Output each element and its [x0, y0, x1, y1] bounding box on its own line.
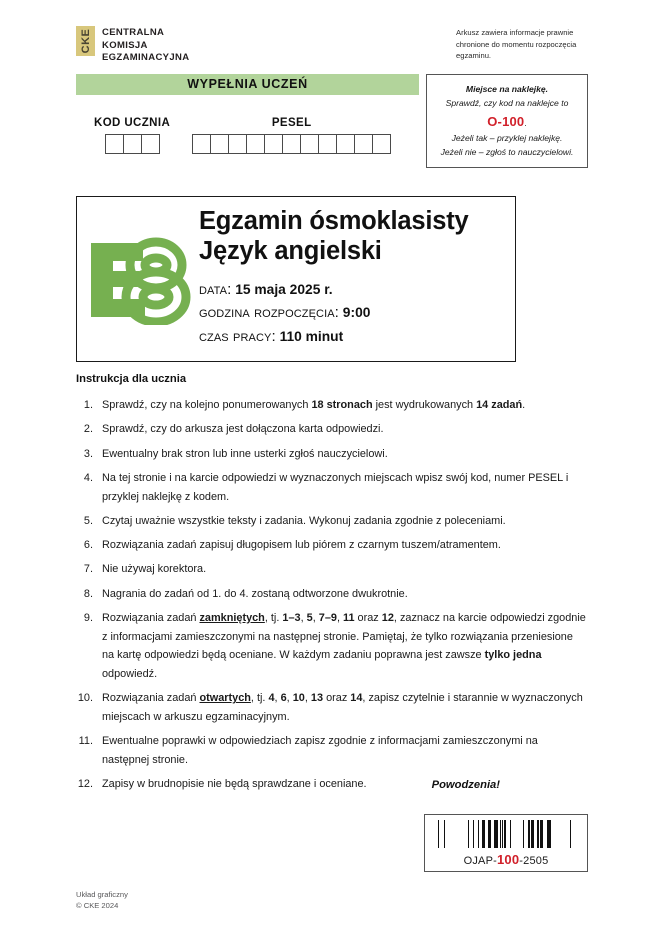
- exam-meta-duration-value: 110 minut: [279, 328, 344, 344]
- code-cell[interactable]: [336, 134, 355, 154]
- exam-title-text: [195, 207, 469, 350]
- exam-meta-list: [199, 278, 469, 349]
- instruction-text: Rozwiązania zadań otwartych, tj. 4, 6, 10, 13 oraz 14, zapisz czytelnie i starannie w wyznaczonych miejscach w arkuszu egzaminacyjnym.: [102, 692, 583, 723]
- footer: [76, 889, 128, 912]
- instruction-item: [76, 445, 588, 464]
- footer-line-1: Układ graficzny: [76, 890, 128, 899]
- sticker-code: O-100: [487, 113, 525, 129]
- code-cell[interactable]: [141, 134, 160, 154]
- cke-logo-mark-text: CKE: [79, 28, 92, 54]
- exam-meta-date-value: 15 maja 2025 r.: [235, 281, 333, 297]
- code-fields: [76, 117, 419, 154]
- instruction-number: 3.: [83, 447, 93, 460]
- barcode-box: [424, 814, 588, 872]
- instruction-number: 8.: [83, 587, 93, 600]
- sticker-line-2: Sprawdź, czy kod na naklejce to: [445, 97, 569, 108]
- code-cell[interactable]: [282, 134, 301, 154]
- instruction-text: Zapisy w brudnopisie nie będą sprawdzane i oceniane.: [102, 778, 367, 791]
- masthead: [76, 26, 588, 65]
- code-cell[interactable]: [123, 134, 142, 154]
- cke-org-name: [102, 26, 189, 65]
- fillin-banner: WYPEŁNIA UCZEŃ: [76, 74, 419, 95]
- closing-wish: Powodzenia!: [431, 779, 500, 791]
- instruction-text: Nie używaj korektora.: [102, 563, 207, 576]
- exam-meta-date-label: data:: [199, 280, 232, 298]
- cke-logo-mark-icon: [76, 26, 95, 56]
- instruction-text: Sprawdź, czy do arkusza jest dołączona karta odpowiedzi.: [102, 423, 384, 436]
- pesel-input[interactable]: [192, 134, 391, 154]
- instructions-heading: Instrukcja dla ucznia: [76, 373, 187, 385]
- instruction-item: [76, 609, 588, 684]
- barcode-prefix: OJAP-: [463, 855, 497, 867]
- code-cell[interactable]: [228, 134, 247, 154]
- pesel-label: PESEL: [271, 117, 312, 129]
- footer-line-2: © CKE 2024: [76, 901, 119, 911]
- exam-meta-start-time-label: godzina rozpoczęcia:: [199, 304, 340, 322]
- protection-note: Arkusz zawiera informacje prawnie chronione do momentu rozpoczęcia egzaminu.: [456, 28, 577, 61]
- instruction-item: [76, 536, 588, 555]
- barcode-highlight: 100: [496, 852, 520, 867]
- exam-meta-start-time: [199, 301, 469, 325]
- instruction-number: 6.: [83, 539, 93, 551]
- instruction-text: Czytaj uważnie wszystkie teksty i zadania. Wykonuj zadania zgodnie z poleceniami.: [102, 514, 506, 527]
- instruction-item: [76, 469, 588, 507]
- instruction-text: Nagrania do zadań od 1. do 4. zostaną odtworzone dwukrotnie.: [102, 587, 408, 600]
- instruction-number: 5.: [83, 514, 93, 527]
- exam-title-line-1: Egzamin ósmoklasisty: [199, 207, 469, 236]
- student-fillin-area: [76, 74, 588, 168]
- kod-ucznia-group: [94, 117, 170, 154]
- sticker-line-5: Jeżeli nie – zgłoś to nauczycielowi.: [440, 146, 574, 157]
- cke-org-line-3: EGZAMINACYJNA: [102, 52, 190, 64]
- barcode-label: [464, 852, 549, 867]
- instruction-item: [76, 512, 588, 531]
- code-cell[interactable]: [246, 134, 265, 154]
- code-cell[interactable]: [105, 134, 124, 154]
- instructions-list: [76, 396, 588, 800]
- sticker-line-4: Jeżeli tak – przyklej naklejkę.: [451, 132, 563, 143]
- sticker-code-period: .: [524, 117, 527, 128]
- code-cell[interactable]: [192, 134, 211, 154]
- pesel-group: [192, 117, 391, 154]
- code-cell[interactable]: [300, 134, 319, 154]
- instruction-item: [76, 585, 588, 604]
- code-cell[interactable]: [354, 134, 373, 154]
- instruction-item: [76, 396, 588, 415]
- cke-org-line-1: CENTRALNA: [102, 27, 165, 38]
- exam-meta-start-time-value: 9:00: [342, 305, 371, 321]
- instruction-number: 9.: [83, 611, 93, 624]
- exam-meta-duration-label: czas pracy:: [199, 327, 276, 345]
- instruction-text: Sprawdź, czy na kolejno ponumerowanych 18 stronach jest wydrukowanych 14 zadań.: [102, 399, 526, 411]
- instruction-item: [76, 689, 588, 727]
- sticker-placement-box: [426, 74, 588, 168]
- instruction-text: Na tej stronie i na karcie odpowiedzi w wyznaczonych miejscach wpisz swój kod, numer PESEL i przyklej naklejkę z kodem.: [102, 471, 569, 503]
- instruction-text: Rozwiązania zadań zamkniętych, tj. 1–3, 5, 7–9, 11 oraz 12, zaznacz na karcie odpowiedzi zgodnie z informacjami zamieszczonymi na następnej stronie. Pamiętaj, że tylko rozwiązania przeniesione na kartę odpowiedzi będą oceniane. W każdym zadaniu poprawna jest zawsze tylko jedna odpowiedź.: [102, 611, 586, 680]
- sticker-code-row: [432, 111, 582, 132]
- instruction-number: 1.: [83, 399, 93, 411]
- instruction-number: 11.: [78, 735, 93, 748]
- instruction-number: 7.: [83, 563, 93, 576]
- instruction-text: Ewentualne poprawki w odpowiedziach zapisz zgodnie z informacjami zamieszczonymi na następnej stronie.: [102, 735, 538, 766]
- barcode-bars-icon: [438, 820, 573, 848]
- exam-meta-date: [199, 278, 469, 302]
- sticker-title: Miejsce na naklejkę.: [465, 84, 549, 94]
- instruction-text: Rozwiązania zadań zapisuj długopisem lub piórem z czarnym tuszem/atramentem.: [102, 539, 501, 551]
- instruction-number: 2.: [83, 423, 93, 436]
- code-cell[interactable]: [264, 134, 283, 154]
- instruction-number: 4.: [83, 471, 93, 484]
- exam-meta-duration: [199, 325, 469, 349]
- instruction-text: Ewentualny brak stron lub inne usterki zgłoś nauczycielowi.: [102, 447, 388, 460]
- instruction-number: 10.: [77, 692, 93, 705]
- instruction-item: [76, 560, 588, 579]
- code-cell[interactable]: [372, 134, 391, 154]
- instruction-item: [76, 420, 588, 439]
- e8-logo-icon: [77, 233, 195, 325]
- instruction-number: 12.: [77, 778, 93, 791]
- kod-ucznia-input[interactable]: [105, 134, 160, 154]
- kod-ucznia-label: KOD UCZNIA: [94, 117, 171, 129]
- cke-org-line-2: KOMISJA: [102, 39, 148, 51]
- fillin-left-column: [76, 74, 419, 154]
- instruction-item: [76, 732, 588, 770]
- exam-title-box: [76, 196, 516, 362]
- exam-title-line-2: Język angielski: [199, 236, 382, 265]
- barcode-suffix: -2505: [519, 855, 549, 867]
- code-cell[interactable]: [318, 134, 337, 154]
- cke-logo: [76, 26, 189, 65]
- code-cell[interactable]: [210, 134, 229, 154]
